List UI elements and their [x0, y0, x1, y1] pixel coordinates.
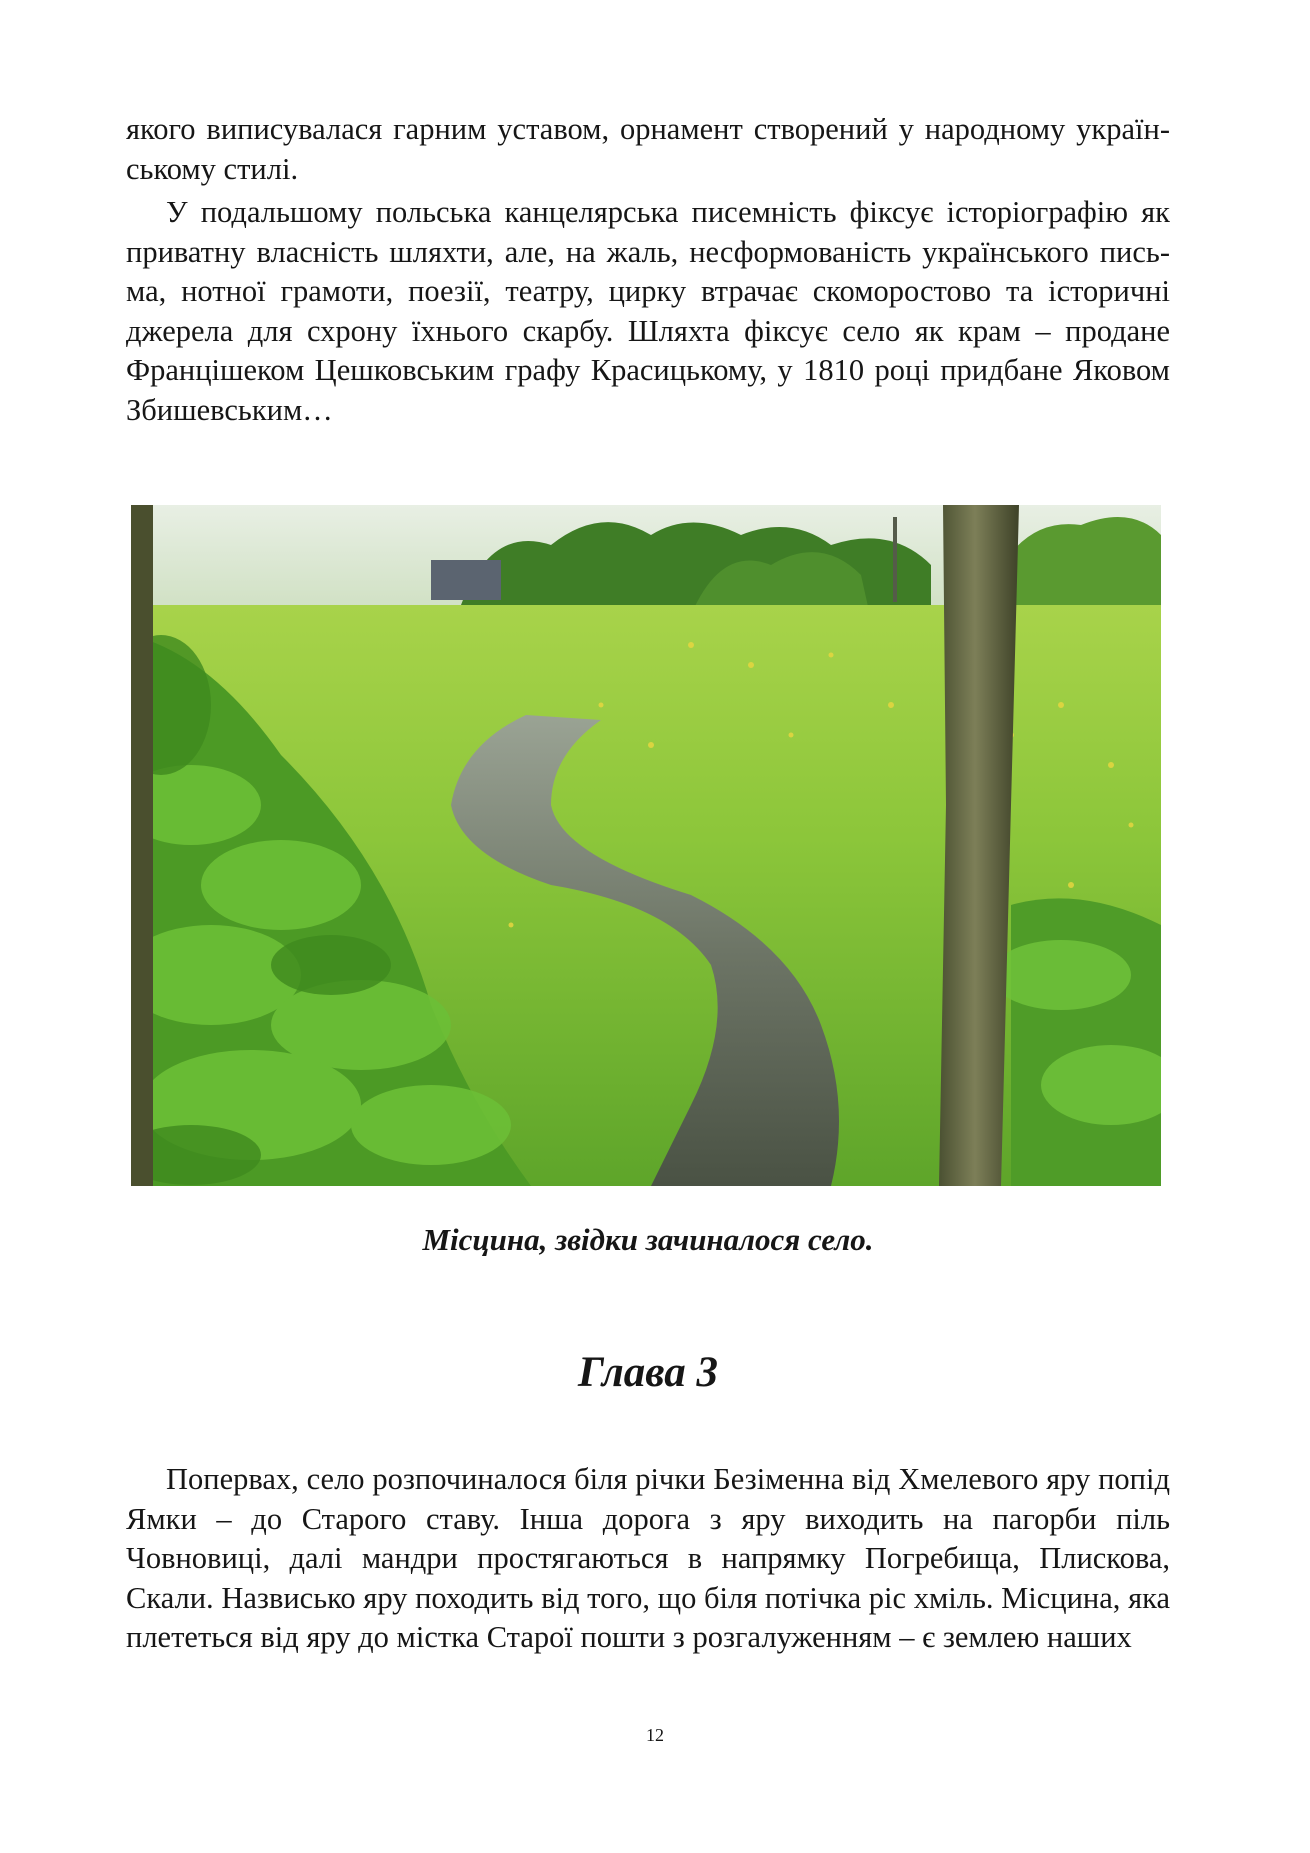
- paragraph-szlachta-history: У подальшому польська канцелярська писемність фіксує історіографію як приватну власність шляхти, але, на жаль, несформованість українського письма, нотної грамоти, поезії, театру, цирку втрачає скоморостово та історичні джерела для схрону їхнього скарбу. Шляхта фіксує село як крам – продане Францішеком Цешковським графу Красицькому, у 1810 році придбане Яковом Збишевським…: [126, 195, 1170, 427]
- paragraph-village-origin: Поперваx, село розпочиналося біля річки Безіменна від Хмелевого яру попід Ямки – до Старого ставу. Інша дорога з яру виходить на пагорби піль Човновиці, далі мандри простягаються в напрямку Погребища, Плискова, Скали. Назвисько яру походить від того, що біля потічка ріс хміль. Місцина, яка плететься від яру до містка Старої пошти з розгалуженням – є землею наших: [126, 1462, 1170, 1654]
- stream-meadow-photo: [131, 505, 1161, 1186]
- page-number: 12: [646, 1725, 664, 1745]
- photo-caption: Місцина, звідки зачиналося село.: [422, 1222, 874, 1257]
- chapter-heading: Глава 3: [578, 1349, 718, 1396]
- landscape-photo-illustration: [131, 505, 1161, 1186]
- paragraph-intro-continuation: якого виписувалася гарним уставом, орнамент створений у народному українському стилі.: [126, 112, 1170, 186]
